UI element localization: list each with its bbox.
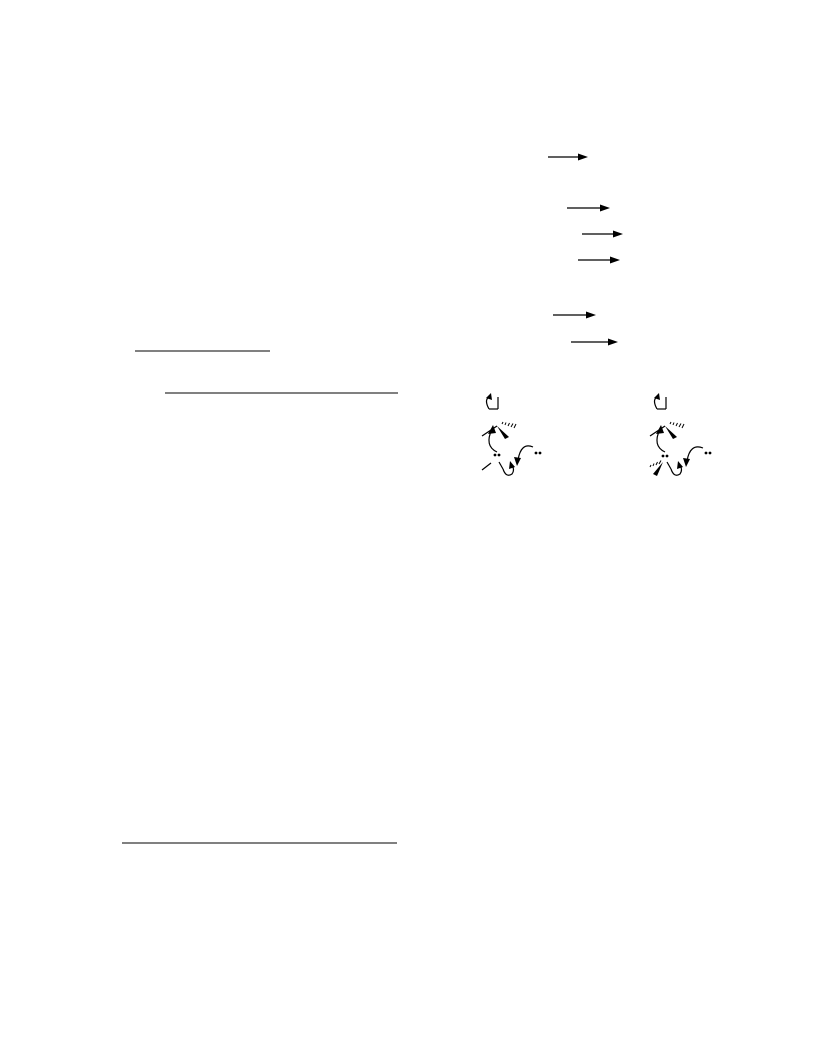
reaction-arrow-2 <box>567 205 610 212</box>
lower-hashed-wedge <box>650 461 661 468</box>
reaction-arrow-1 <box>548 154 588 161</box>
hashed-wedge <box>502 422 516 428</box>
reaction-arrow-5 <box>553 312 596 319</box>
lone-pair-dots <box>662 455 669 458</box>
lower-fragment <box>482 461 515 475</box>
central-carbon <box>650 422 684 439</box>
curved-arrow-lone-pair <box>488 425 497 452</box>
lower-solid-wedge <box>653 462 663 476</box>
top-fragment <box>654 393 666 409</box>
mechanism-diagram-left <box>482 393 541 475</box>
lower-fragment <box>650 461 683 477</box>
solid-wedge <box>665 426 677 439</box>
reaction-arrow-3 <box>582 231 623 238</box>
lone-pair-dots <box>494 454 501 457</box>
curved-arrow-lone-pair <box>656 425 665 452</box>
central-carbon <box>482 422 516 439</box>
nucleophile-arrow <box>683 447 711 467</box>
nucleophile-arrow <box>514 446 541 466</box>
mechanism-diagram-right <box>650 393 711 476</box>
reaction-arrow-4 <box>578 257 620 264</box>
top-fragment <box>486 393 498 409</box>
solid-wedge <box>497 426 509 439</box>
hashed-wedge <box>670 422 684 428</box>
reaction-arrow-6 <box>571 339 618 346</box>
